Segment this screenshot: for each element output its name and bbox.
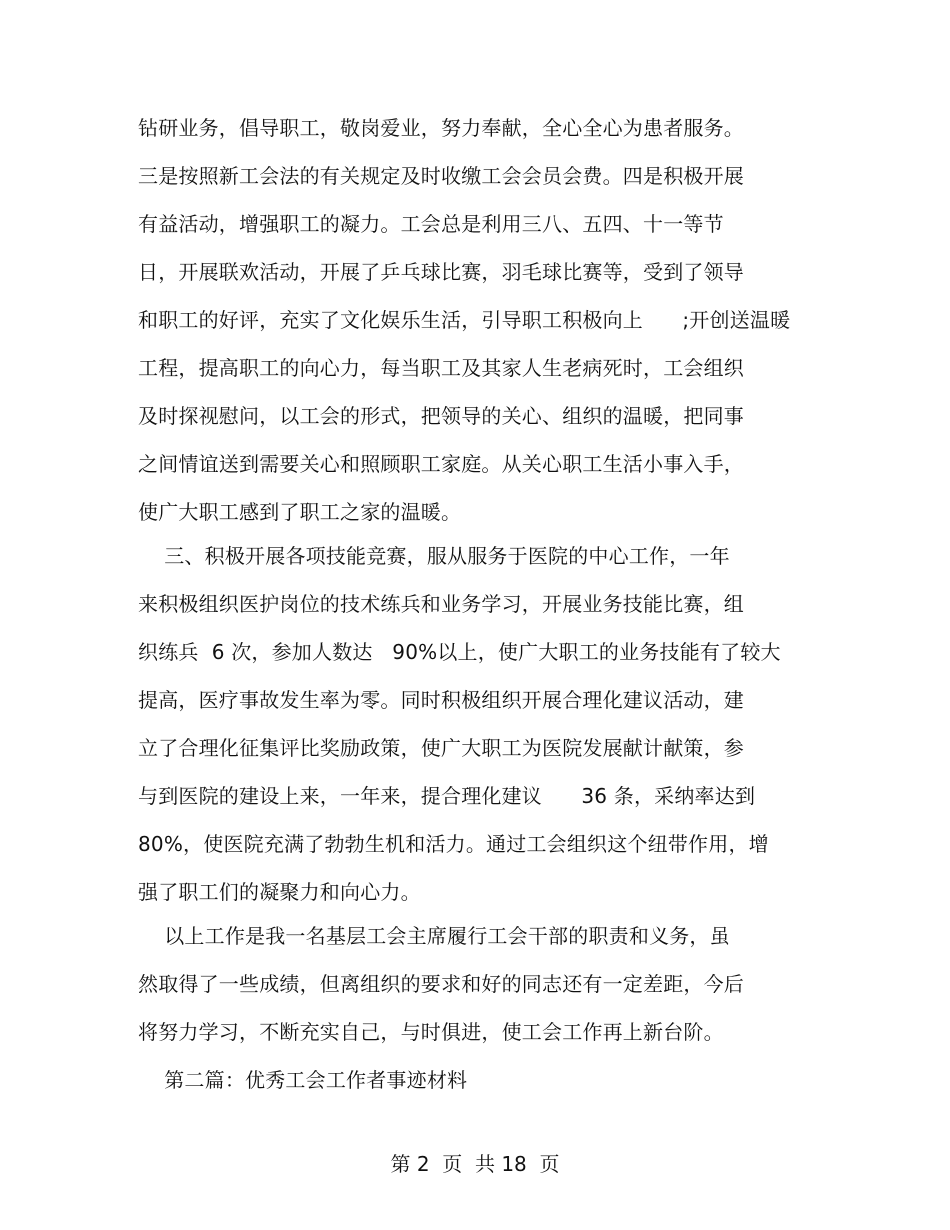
body-text-line: 三是按照新工会法的有关规定及时收缴工会会员会费。四是积极开展	[138, 164, 744, 188]
body-text-line: 有益活动，增强职工的凝力。工会总是利用三八、五四、十一等节	[138, 212, 724, 236]
body-text-line: 将努力学习，不断充实自己，与时俱进，使工会工作再上新台阶。	[138, 1020, 724, 1044]
body-text-line: 及时探视慰问，以工会的形式，把领导的关心、组织的温暖，把同事	[138, 404, 744, 428]
body-text-line: 与到医院的建设上来，一年来，提合理化建议 36 条，采纳率达到	[138, 784, 756, 808]
body-text-line: 80%，使医院充满了勃勃生机和活力。通过工会组织这个纽带作用，增	[138, 832, 769, 856]
body-text-line: 钻研业务，倡导职工，敬岗爱业，努力奉献，全心全心为患者服务。	[138, 116, 744, 140]
body-text-line: 织练兵 6 次，参加人数达 90%以上，使广大职工的业务技能有了较大	[138, 640, 781, 664]
body-text-line: 之间情谊送到需要关心和照顾职工家庭。从关心职工生活小事入手，	[138, 452, 744, 476]
conclusion-first-line: 以上工作是我一名基层工会主席履行工会干部的职责和义务，虽	[138, 924, 730, 948]
body-text-line: 工程，提高职工的向心力，每当职工及其家人生老病死时，工会组织	[138, 356, 744, 380]
next-section-heading: 第二篇：优秀工会工作者事迹材料	[138, 1068, 468, 1092]
body-text-line: 来积极组织医护岗位的技术练兵和业务学习，开展业务技能比赛，组	[138, 592, 744, 616]
body-text-line: 使广大职工感到了职工之家的温暖。	[138, 500, 462, 524]
body-text-line: 和职工的好评，充实了文化娱乐生活，引导职工积极向上 ;开创送温暖	[138, 308, 791, 332]
body-text-line: 然取得了一些成绩，但离组织的要求和好的同志还有一定差距，今后	[138, 972, 744, 996]
section-three-first-line: 三、积极开展各项技能竞赛，服从服务于医院的中心工作，一年	[138, 544, 730, 568]
body-text-line: 立了合理化征集评比奖励政策，使广大职工为医院发展献计献策，参	[138, 736, 744, 760]
body-text-line: 强了职工们的凝聚力和向心力。	[138, 880, 421, 904]
body-text-line: 提高，医疗事故发生率为零。同时积极组织开展合理化建议活动，建	[138, 688, 744, 712]
body-text-line: 日，开展联欢活动，开展了乒乓球比赛，羽毛球比赛等，受到了领导	[138, 260, 744, 284]
page-number-footer: 第 2 页 共 18 页	[390, 1152, 560, 1176]
